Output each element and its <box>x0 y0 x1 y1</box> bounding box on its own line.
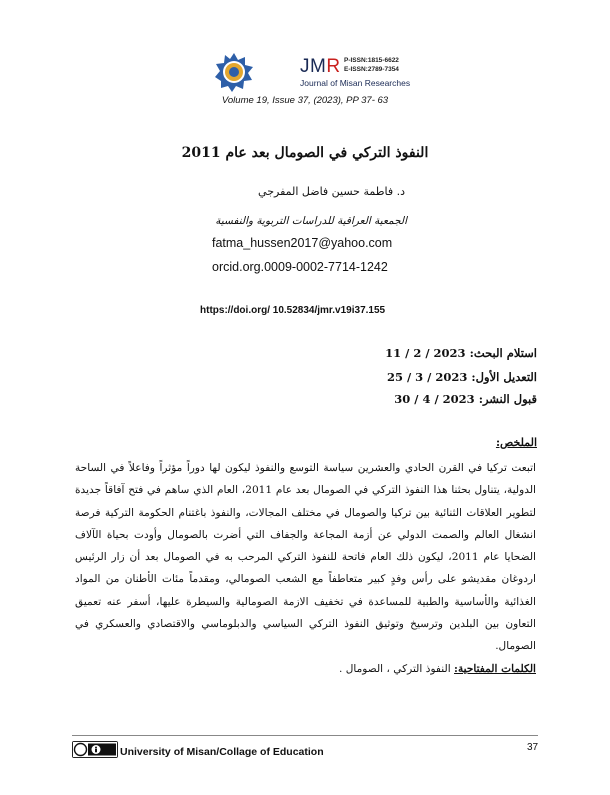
author-affiliation: الجمعية العراقية للدراسات التربوية والنفسية <box>215 215 407 227</box>
p-issn: P-ISSN:1815-6622 <box>344 57 399 64</box>
author-email[interactable]: fatma_hussen2017@yahoo.com <box>212 236 393 250</box>
footer-institution: University of Misan/Collage of Education <box>120 746 324 758</box>
date-received: استلام البحث: 11 / 2 / 2023 <box>385 346 537 360</box>
journal-abbreviation: JMR <box>300 56 341 77</box>
keywords-values: النفوذ التركي ، الصومال . <box>338 662 451 675</box>
volume-line: Volume 19, Issue 37, (2023), PP 37- 63 <box>221 95 389 106</box>
footer-divider <box>72 735 538 736</box>
journal-emblem-icon <box>214 52 254 92</box>
author-orcid[interactable]: orcid.org.0009-0002-7714-1242 <box>212 260 388 274</box>
doi-link[interactable]: https://doi.org/ 10.52834/jmr.v19i37.155 <box>200 305 386 316</box>
keywords-line <box>75 658 536 680</box>
keywords-label: الكلمات المفتاحية: <box>454 662 536 675</box>
author-name: د. فاطمة حسين فاضل المفرجي <box>258 185 405 198</box>
date-revised: التعديل الأول: 25 / 3 / 2023 <box>386 370 537 384</box>
date-accepted: قبول النشر: 30 / 4 / 2023 <box>394 392 537 406</box>
e-issn: E-ISSN:2789-7354 <box>344 66 399 73</box>
abstract-heading: الملخص: <box>495 436 537 449</box>
page-number: 37 <box>527 742 539 753</box>
abstract-body <box>75 457 536 680</box>
abstract-text: اتبعت تركيا في القرن الحادي والعشرين سياسة التوسع والنفوذ ليكون لها دوراً مؤثراً وفاعلاً في الساحة الدولية، يتناول بحثنا هذا النفوذ التركي في الصومال بعد عام 2011، العام الذي ساهم في فتح آفاقاً جديدة لتطوير العلاقات الثنائية بين تركيا والصومال في مختلف المجالات، والنفوذ باغتنام الحكومة التركية فرصة انشغال العالم والصمت الدولي عن أزمة المجاعة والجفاف التي أضرت بالصومال وأودت بحياة الآلاف الضحايا عام 2011، ليكون ذلك العام فاتحة للنفوذ التركي المرحب به في الصومال بعد أن زار الرئيس اردوغان مقديشو على رأس وفدٍ كبير متعاطفاً مع الشعب الصومالي، ومقدماً مئات الأطنان من المواد الغذائية والأساسية والطبية للمساعدة في تخفيف الازمة الصومالية والسيطرة عليها، أسفر عنه تعميق التعاون بين البلدين وترسيخ وتوثيق النفوذ التركي السياسي والدبلوماسي والاقتصادي والعسكري في الصومال. <box>75 462 536 653</box>
article-title: النفوذ التركي في الصومال بعد عام 2011 <box>181 145 429 161</box>
creative-commons-badge-icon <box>72 741 118 758</box>
journal-name: Journal of Misan Researches <box>300 78 411 88</box>
